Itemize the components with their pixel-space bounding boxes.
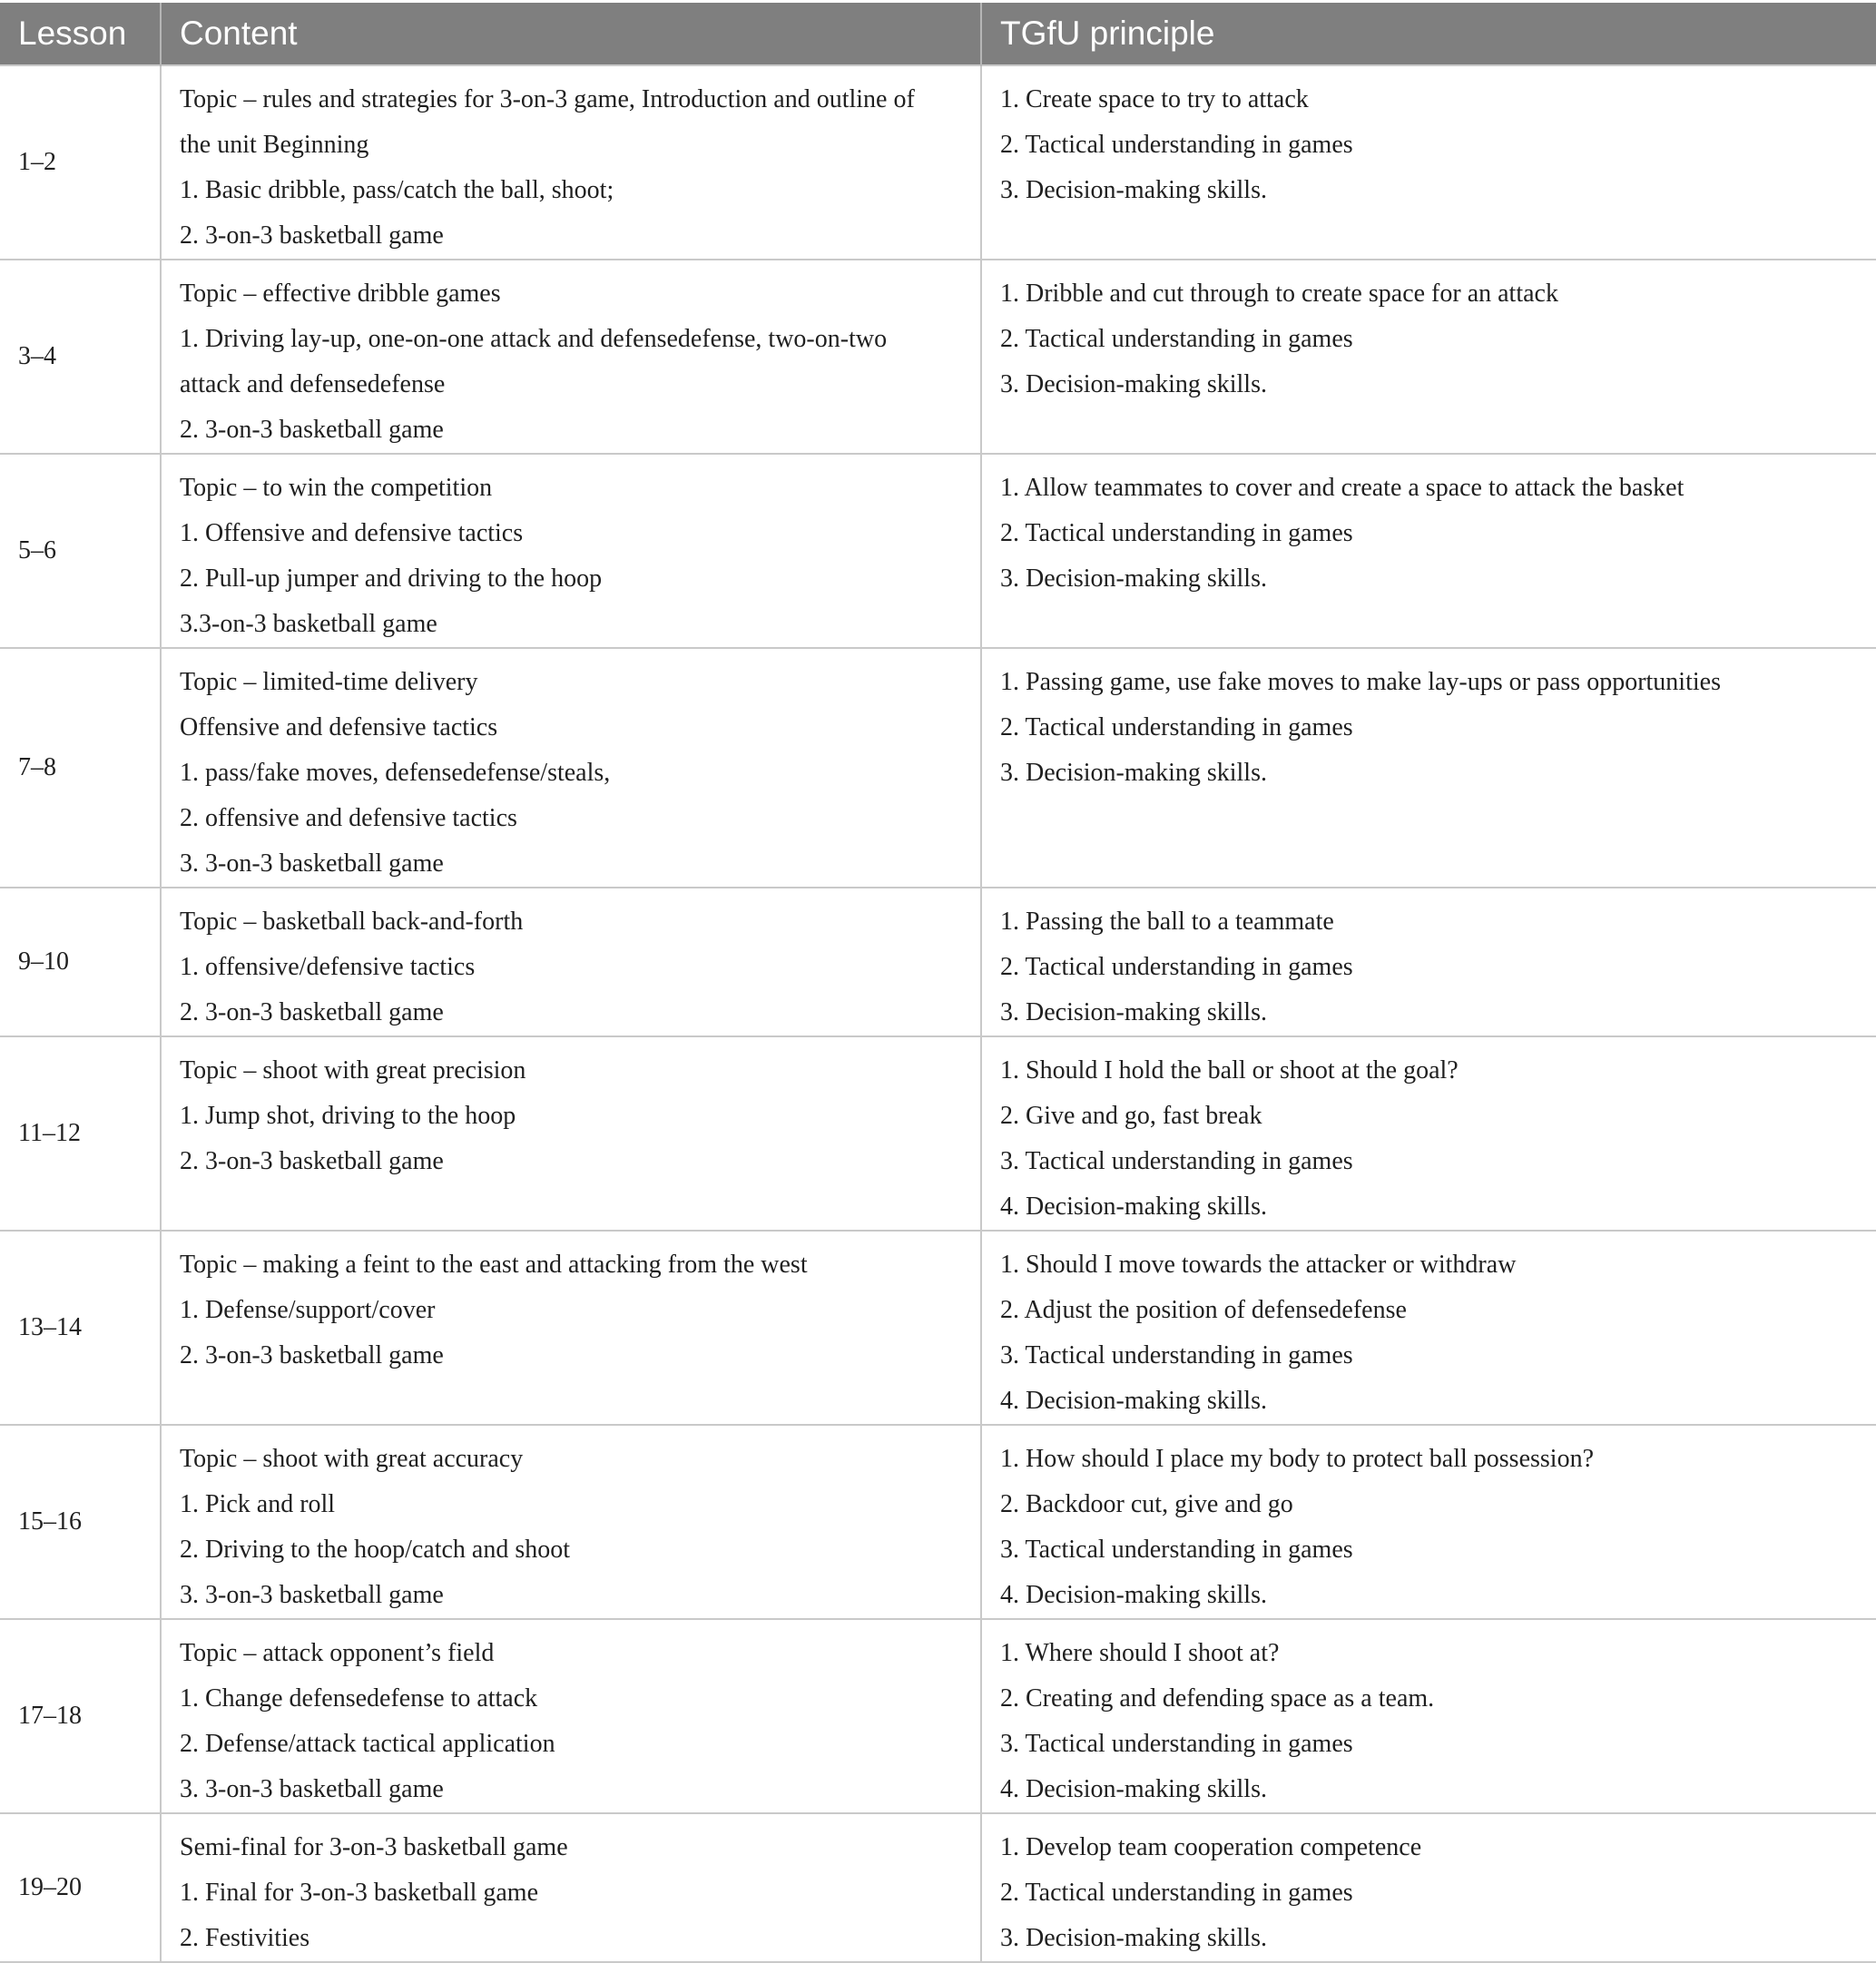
content-cell: [161, 65, 981, 260]
lesson-cell: 15–16: [0, 1425, 161, 1619]
content-line: 1. Pick and roll: [180, 1490, 336, 1518]
lesson-cell: 3–4: [0, 260, 161, 454]
table-row: [0, 1813, 1876, 1962]
content-line: 2. offensive and defensive tactics: [180, 804, 517, 832]
principle-line: 3. Tactical understanding in games: [1000, 1341, 1353, 1369]
table-row: [0, 454, 1876, 648]
table-row: [0, 648, 1876, 888]
table-row: [0, 1425, 1876, 1619]
content-line: Offensive and defensive tactics: [180, 713, 498, 741]
principle-line: 1. How should I place my body to protect ball possession?: [1000, 1445, 1595, 1473]
lesson-cell: 11–12: [0, 1036, 161, 1231]
content-cell: [161, 260, 981, 454]
principle-line: 2. Adjust the position of defensedefense: [1000, 1296, 1407, 1324]
table-row: [0, 260, 1876, 454]
content-line: 1. Driving lay-up, one-on-one attack and defensedefense, two-on-two: [180, 325, 888, 353]
content-line: Topic – attack opponent’s field: [180, 1639, 495, 1667]
principle-line: 3. Decision-making skills.: [1000, 370, 1267, 398]
table-row: [0, 1231, 1876, 1425]
principle-cell: [981, 260, 1876, 454]
content-line: 2. 3-on-3 basketball game: [180, 1147, 444, 1175]
principle-line: 1. Passing game, use fake moves to make lay-ups or pass opportunities: [1000, 668, 1721, 696]
principle-line: 3. Tactical understanding in games: [1000, 1147, 1353, 1175]
principle-cell: [981, 888, 1876, 1036]
content-line: Topic – limited-time delivery: [180, 668, 478, 696]
content-cell: [161, 1036, 981, 1231]
header-tgfu-principle: TGfU principle: [981, 3, 1876, 65]
content-line: attack and defensedefense: [180, 370, 446, 398]
content-line: 1. pass/fake moves, defensedefense/steals,: [180, 759, 611, 787]
principle-line: 2. Backdoor cut, give and go: [1000, 1490, 1293, 1518]
lesson-cell: 19–20: [0, 1813, 161, 1962]
content-line: 1. Defense/support/cover: [180, 1296, 436, 1324]
content-line: 1. Basic dribble, pass/catch the ball, shoot;: [180, 176, 614, 204]
content-line: Topic – to win the competition: [180, 474, 493, 502]
table-header-row: [0, 3, 1876, 65]
content-line: 1. Change defensedefense to attack: [180, 1684, 538, 1713]
principle-line: 3. Tactical understanding in games: [1000, 1536, 1353, 1564]
content-cell: [161, 1813, 981, 1962]
principle-cell: [981, 1036, 1876, 1231]
principle-line: 2. Tactical understanding in games: [1000, 1879, 1353, 1907]
principle-line: 1. Should I move towards the attacker or withdraw: [1000, 1251, 1517, 1279]
principle-cell: [981, 1425, 1876, 1619]
content-line: 3.3-on-3 basketball game: [180, 610, 437, 638]
principle-line: 1. Develop team cooperation competence: [1000, 1833, 1422, 1861]
header-lesson: Lesson: [0, 3, 161, 65]
table-row: [0, 1036, 1876, 1231]
content-line: 2. 3-on-3 basketball game: [180, 998, 444, 1026]
lesson-cell: 9–10: [0, 888, 161, 1036]
principle-cell: [981, 454, 1876, 648]
content-line: Topic – basketball back-and-forth: [180, 908, 524, 936]
principle-line: 3. Tactical understanding in games: [1000, 1730, 1353, 1758]
content-line: 2. Driving to the hoop/catch and shoot: [180, 1536, 571, 1564]
principle-line: 2. Tactical understanding in games: [1000, 713, 1353, 741]
lesson-cell: 5–6: [0, 454, 161, 648]
principle-line: 4. Decision-making skills.: [1000, 1193, 1267, 1221]
principle-line: 3. Decision-making skills.: [1000, 564, 1267, 593]
content-line: 2. Defense/attack tactical application: [180, 1730, 555, 1758]
lesson-cell: 17–18: [0, 1619, 161, 1813]
principle-line: 3. Decision-making skills.: [1000, 1924, 1267, 1952]
principle-cell: [981, 1813, 1876, 1962]
content-line: 2. 3-on-3 basketball game: [180, 416, 444, 444]
principle-line: 4. Decision-making skills.: [1000, 1775, 1267, 1803]
principle-line: 1. Where should I shoot at?: [1000, 1639, 1280, 1667]
content-cell: [161, 454, 981, 648]
principle-line: 4. Decision-making skills.: [1000, 1581, 1267, 1609]
content-line: the unit Beginning: [180, 131, 369, 159]
lesson-cell: 13–14: [0, 1231, 161, 1425]
principle-line: 3. Decision-making skills.: [1000, 176, 1267, 204]
content-line: 1. Jump shot, driving to the hoop: [180, 1102, 516, 1130]
content-line: 2. Pull-up jumper and driving to the hoop: [180, 564, 603, 593]
content-cell: [161, 648, 981, 888]
content-line: Topic – making a feint to the east and attacking from the west: [180, 1251, 808, 1279]
lesson-cell: 7–8: [0, 648, 161, 888]
header-content: Content: [161, 3, 981, 65]
content-line: 3. 3-on-3 basketball game: [180, 849, 444, 878]
principle-line: 2. Tactical understanding in games: [1000, 325, 1353, 353]
lesson-cell: 1–2: [0, 65, 161, 260]
principle-line: 2. Tactical understanding in games: [1000, 131, 1353, 159]
lesson-plan-table: [0, 3, 1876, 1963]
content-cell: [161, 1619, 981, 1813]
principle-line: 3. Decision-making skills.: [1000, 759, 1267, 787]
principle-line: 1. Should I hold the ball or shoot at the goal?: [1000, 1056, 1459, 1085]
table-row: [0, 1619, 1876, 1813]
principle-line: 1. Allow teammates to cover and create a space to attack the basket: [1000, 474, 1684, 502]
content-line: 2. Festivities: [180, 1924, 310, 1952]
principle-cell: [981, 65, 1876, 260]
table-row: [0, 65, 1876, 260]
content-line: 2. 3-on-3 basketball game: [180, 221, 444, 250]
principle-line: 1. Dribble and cut through to create space for an attack: [1000, 280, 1558, 308]
principle-line: 2. Creating and defending space as a team.: [1000, 1684, 1435, 1713]
table-row: [0, 888, 1876, 1036]
principle-line: 2. Tactical understanding in games: [1000, 953, 1353, 981]
principle-line: 1. Passing the ball to a teammate: [1000, 908, 1334, 936]
content-line: 1. Offensive and defensive tactics: [180, 519, 524, 547]
content-line: Topic – shoot with great precision: [180, 1056, 526, 1085]
principle-line: 2. Tactical understanding in games: [1000, 519, 1353, 547]
content-cell: [161, 1425, 981, 1619]
content-line: 3. 3-on-3 basketball game: [180, 1775, 444, 1803]
content-line: 1. offensive/defensive tactics: [180, 953, 476, 981]
content-line: Topic – shoot with great accuracy: [180, 1445, 524, 1473]
content-cell: [161, 1231, 981, 1425]
content-line: 3. 3-on-3 basketball game: [180, 1581, 444, 1609]
principle-line: 2. Give and go, fast break: [1000, 1102, 1262, 1130]
principle-line: 4. Decision-making skills.: [1000, 1387, 1267, 1415]
principle-cell: [981, 1619, 1876, 1813]
content-line: Semi-final for 3-on-3 basketball game: [180, 1833, 568, 1861]
content-line: 2. 3-on-3 basketball game: [180, 1341, 444, 1369]
content-line: Topic – rules and strategies for 3-on-3 game, Introduction and outline of: [180, 85, 915, 113]
principle-cell: [981, 1231, 1876, 1425]
content-cell: [161, 888, 981, 1036]
principle-line: 3. Decision-making skills.: [1000, 998, 1267, 1026]
table-body: [0, 65, 1876, 1962]
principle-cell: [981, 648, 1876, 888]
content-line: Topic – effective dribble games: [180, 280, 501, 308]
content-line: 1. Final for 3-on-3 basketball game: [180, 1879, 539, 1907]
principle-line: 1. Create space to try to attack: [1000, 85, 1309, 113]
